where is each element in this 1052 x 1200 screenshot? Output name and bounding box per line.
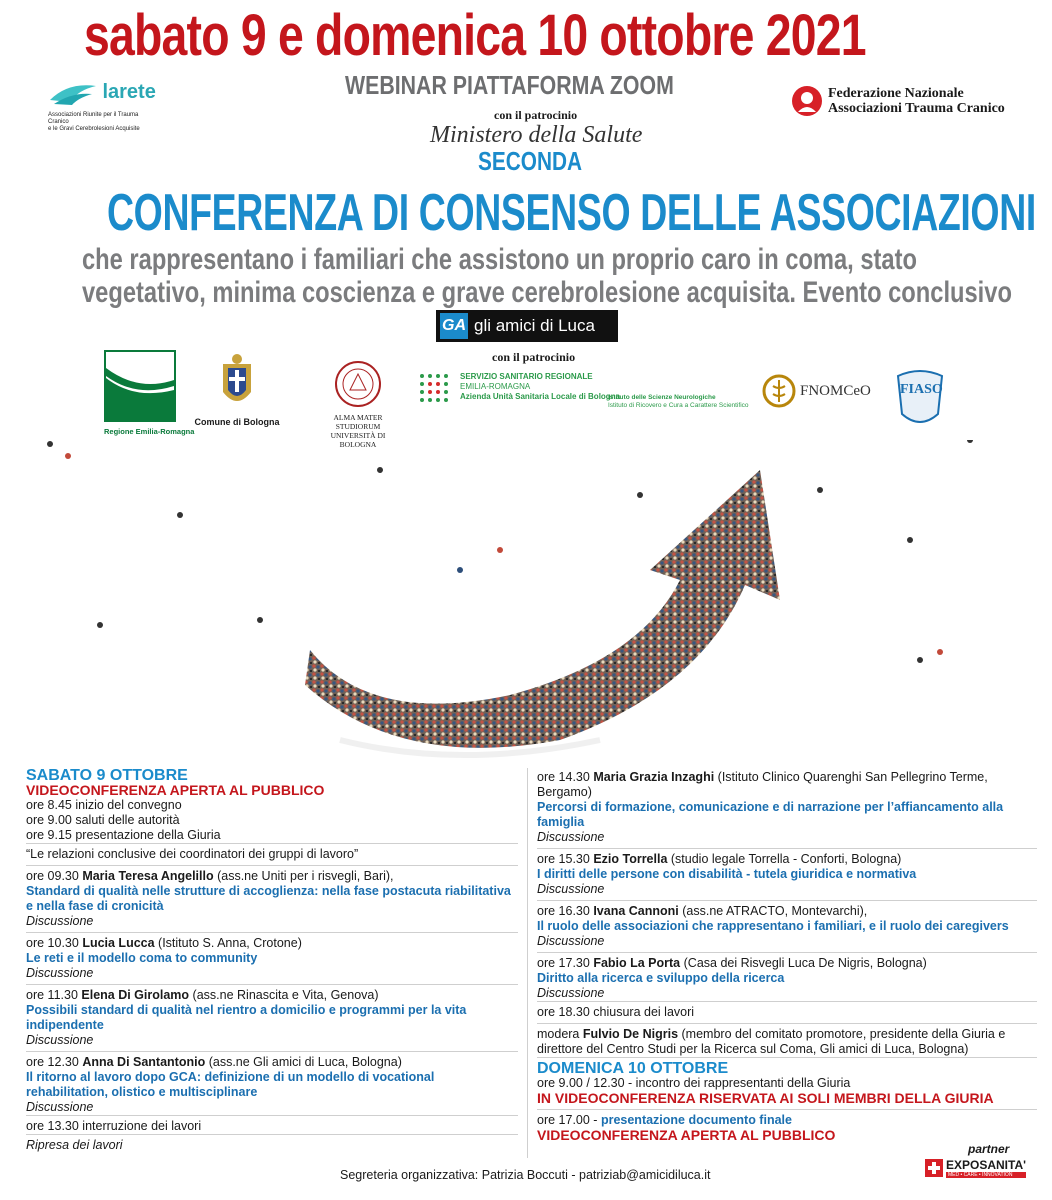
talk-item: ore 10.30 Lucia Lucca (Istituto S. Anna, Crotone) Le reti e il modello coma to community Discussione	[26, 932, 518, 981]
session-quote: “Le relazioni conclusive dei coordinatori dei gruppi di lavoro”	[26, 843, 518, 862]
isn-line1: Istituto delle Scienze Neurologiche	[608, 394, 716, 401]
ssr-line2: EMILIA-ROMAGNA	[460, 382, 531, 391]
footer-secretary: Segreteria organizzativa: Patrizia Boccuti - patriziab@amicidiluca.it	[340, 1168, 711, 1182]
program-day1-afternoon	[537, 770, 1037, 1143]
wing-icon	[48, 80, 98, 106]
edition-label: SECONDA	[478, 146, 583, 176]
agenda-break: ore 13.30 interruzione dei lavori	[26, 1115, 518, 1134]
column-divider	[527, 768, 528, 1158]
fnatc-line2: Associazioni Trauma Cranico	[828, 101, 1005, 116]
subtitle-line-2: vegetativo, minima coscienza e grave cerebrolesione acquisita. Evento conclusivo	[82, 276, 1012, 309]
unibo-seal-icon	[334, 360, 382, 408]
day1-mode: VIDEOCONFERENZA APERTA AL PUBBLICO	[26, 782, 325, 798]
partner-tagline: MED • CARE • INNOVATION	[946, 1172, 1026, 1178]
subtitle-line-1: che rappresentano i familiari che assistono un proprio caro in coma, stato	[82, 243, 917, 276]
red-cross-icon	[925, 1159, 943, 1177]
fiaso-label: FIASO	[900, 382, 943, 397]
larete-desc: Associazioni Riunite per il Trauma Cranico e le Gravi Cerebrolesioni Acquisite	[48, 112, 140, 132]
exposanita-logo	[925, 1158, 1026, 1178]
ssr-line1: SERVIZIO SANITARIO REGIONALE	[460, 372, 593, 381]
event-date: sabato 9 e domenica 10 ottobre 2021	[84, 3, 866, 68]
regione-label: Regione Emilia-Romagna	[104, 427, 195, 436]
larete-logo	[48, 80, 158, 133]
larete-name: larete	[102, 81, 156, 103]
comune-label: Comune di Bologna	[194, 417, 280, 427]
comune-logo	[192, 352, 282, 427]
talk-item: ore 12.30 Anna Di Santantonio (ass.ne Gli amici di Luca, Bologna) Il ritorno al lavoro dopo GCA: definizione di un modello di vocational rehabilitation, olistico e multisciplinare Discussione	[26, 1051, 518, 1115]
regione-emblem-icon	[104, 350, 176, 422]
organizer-name: gli amici di Luca	[474, 316, 595, 335]
day2-mode-1: IN VIDEOCONFERENZA RISERVATA AI SOLI MEMBRI DELLA GIURIA	[537, 1090, 994, 1106]
unibo-logo	[312, 360, 404, 449]
fnatc-line1: Federazione Nazionale	[828, 86, 964, 101]
day2-mode-2: VIDEOCONFERENZA APERTA AL PUBBLICO	[537, 1127, 836, 1143]
agenda-line: ore 9.00 / 12.30 - incontro dei rappresentanti della Giuria	[537, 1076, 851, 1090]
fnatc-emblem-icon	[790, 84, 824, 118]
fnomceo-logo	[762, 374, 871, 408]
day1-heading: SABATO 9 OTTOBRE	[26, 767, 188, 784]
patronage-label-2: con il patrocinio	[492, 350, 576, 364]
talk-item: ore 09.30 Maria Teresa Angelillo (ass.ne Uniti per i risvegli, Bari), Standard di qualità nelle strutture di accoglienza: nella fase postacuta riabilitativa e nella fase di cronicità Discussione	[26, 865, 518, 929]
program-day1	[26, 768, 518, 1153]
fnomceo-emblem-icon	[762, 374, 796, 408]
fiaso-emblem-icon	[890, 364, 950, 434]
talk-item: ore 14.30 Maria Grazia Inzaghi (Istituto Clinico Quarenghi San Pellegrino Terme, Bergamo) Percorsi di formazione, comunicazione e di narrazione per l’affiancamento alla famiglia Discussione	[537, 770, 1004, 844]
moderator: modera Fulvio De Nigris (membro del comitato promotore, presidente della Giuria e direttore del Centro Studi per la Ricerca sul Coma, Gli amici di Luca, Bologna)	[537, 1023, 1037, 1057]
partner-label: partner	[968, 1142, 1010, 1156]
ga-mark: GA	[440, 313, 468, 339]
partner-name: EXPOSANITA'	[946, 1158, 1026, 1172]
gli-amici-di-luca-logo	[436, 310, 618, 342]
talk-item: ore 16.30 Ivana Cannoni (ass.ne ATRACTO, Montevarchi), Il ruolo delle associazioni che rappresentano i familiari, e il ruolo dei caregivers Discussione	[537, 900, 1037, 949]
agenda-line: ore 8.45 inizio del convegno	[26, 798, 182, 812]
talk-item: ore 17.30 Fabio La Porta (Casa dei Risvegli Luca De Nigris, Bologna) Diritto alla ricerca e sviluppo della ricerca Discussione	[537, 952, 1037, 1001]
day2-heading: DOMENICA 10 OTTOBRE	[537, 1057, 1037, 1076]
patronage-label: con il patrocinio	[494, 108, 578, 122]
unibo-label: ALMA MATER STUDIORUM UNIVERSITÀ DI BOLOGNA	[330, 413, 386, 449]
agenda-line: ore 9.00 saluti delle autorità	[26, 813, 180, 827]
talk-item: ore 11.30 Elena Di Girolamo (ass.ne Rinascita e Vita, Genova) Possibili standard di qualità nel rientro a domicilio e programmi per la vita indipendente Discussione	[26, 984, 518, 1048]
webinar-platform: WEBINAR PIATTAFORMA ZOOM	[345, 70, 674, 100]
conference-title: CONFERENZA DI CONSENSO DELLE ASSOCIAZIONI	[107, 184, 1036, 242]
agenda-resume: Ripresa dei lavori	[26, 1134, 518, 1153]
crowd-arrow-illustration	[40, 440, 1020, 760]
agenda-close: ore 18.30 chiusura dei lavori	[537, 1001, 1037, 1020]
comune-crest-icon	[217, 352, 257, 412]
isn-line2: Istituto di Ricovero e Cura a Carattere Scientifico	[608, 402, 749, 409]
ministry-logo: Ministero della Salute	[430, 122, 643, 148]
regione-logo	[104, 350, 195, 436]
fnatc-logo	[790, 84, 1005, 118]
ssr-logo	[418, 372, 620, 408]
agenda-line: ore 9.15 presentazione della Giuria	[26, 828, 221, 842]
fnomceo-label: FNOMCeO	[800, 382, 871, 399]
ssr-dots-icon	[418, 372, 454, 408]
fiaso-logo	[890, 364, 950, 439]
isn-logo	[608, 394, 749, 410]
agenda-line: ore 17.00 - presentazione documento finale	[537, 1109, 1037, 1128]
ssr-line3: Azienda Unità Sanitaria Locale di Bologna	[460, 392, 621, 401]
talk-item: ore 15.30 Ezio Torrella (studio legale Torrella - Conforti, Bologna) I diritti delle persone con disabilità - tutela giuridica e normativa Discussione	[537, 848, 1037, 897]
